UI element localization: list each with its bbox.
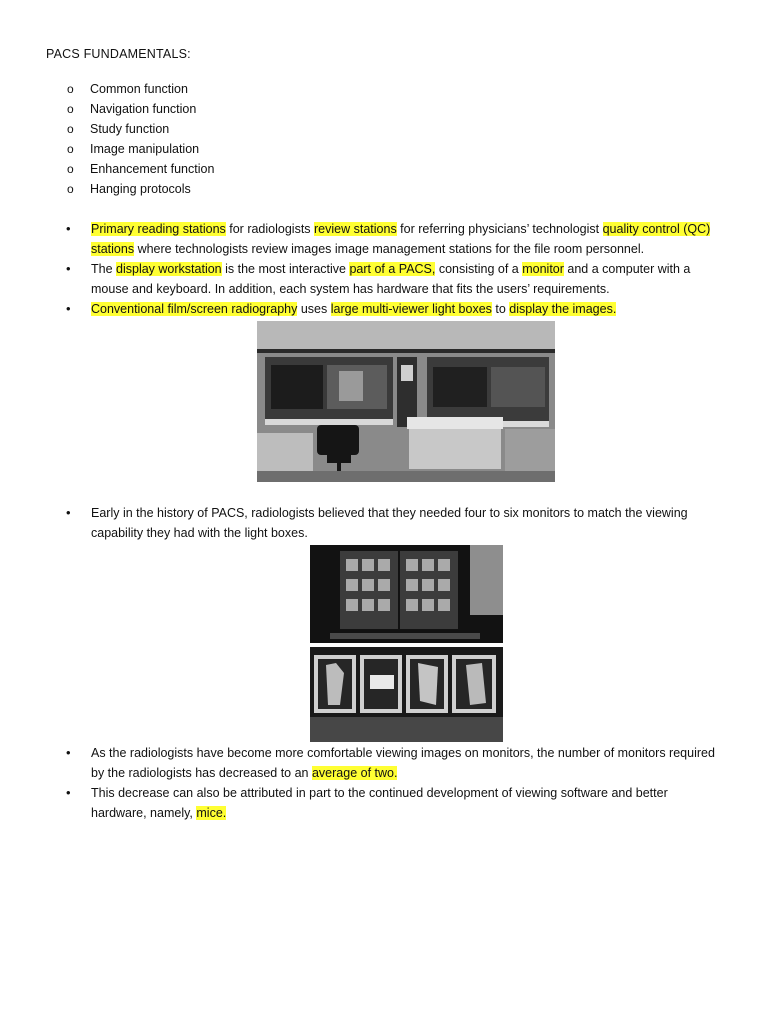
body-text: uses [297, 302, 331, 316]
list-item-label: Enhancement function [90, 162, 215, 176]
highlighted-text: quality control (QC) stations [91, 222, 711, 256]
list-item-label: Hanging protocols [90, 182, 191, 196]
bullet-item-monitors [66, 743, 716, 783]
body-text: to [491, 302, 510, 316]
bullet-item-stations [66, 219, 716, 259]
bullet-icon: • [66, 745, 71, 760]
bullet-icon: • [66, 301, 71, 316]
highlighted-text: Conventional film/screen radiography [91, 302, 298, 316]
highlighted-text: large multi-viewer light boxes [330, 302, 492, 316]
bullet-icon: • [66, 785, 71, 800]
highlighted-text: display workstation [116, 262, 222, 276]
list-item [67, 119, 214, 139]
body-text: consisting of a [435, 262, 523, 276]
bullet-icon: • [66, 261, 71, 276]
body-text: Early in the history of PACS, radiologists believed that they needed four to six monitors to match the viewing capability they had with the light boxes. [91, 506, 688, 540]
body-text: is the most interactive [221, 262, 350, 276]
bullet-icon: • [66, 505, 71, 520]
body-text: and a computer with a mouse and keyboard. In addition, each system has hardware that fits the users’ requirements. [91, 262, 691, 296]
highlighted-text: monitor [522, 262, 564, 276]
list-item [67, 139, 214, 159]
list-item-label: Common function [90, 82, 188, 96]
list-item-label: Study function [90, 122, 170, 136]
list-item [67, 159, 214, 179]
highlighted-text: display the images. [509, 302, 617, 316]
circle-bullet-icon: o [67, 102, 74, 116]
body-text: where technologists review images image management stations for the file room personnel. [134, 242, 645, 256]
list-item [67, 79, 214, 99]
list-item [67, 179, 214, 199]
bullet-item-history [66, 503, 716, 543]
bullet-item-mice [66, 783, 716, 823]
highlighted-text: Primary reading stations [91, 222, 226, 236]
circle-bullet-icon: o [67, 142, 74, 156]
highlighted-text: mice. [196, 806, 227, 820]
body-text: As the radiologists have become more comfortable viewing images on monitors, the number of monitors required by the radiologists has decreased to an [91, 746, 715, 780]
body-text: for radiologists [225, 222, 315, 236]
highlighted-text: review stations [314, 222, 397, 236]
circle-bullet-icon: o [67, 82, 74, 96]
bullet-list-2 [66, 503, 716, 543]
circle-bullet-icon: o [67, 182, 74, 196]
bullet-icon: • [66, 221, 71, 236]
body-text: This decrease can also be attributed in part to the continued development of viewing software and better hardware, namely, [91, 786, 668, 820]
bullet-item-film-screen [66, 299, 716, 319]
bullet-list-3 [66, 743, 716, 823]
list-item-label: Image manipulation [90, 142, 200, 156]
function-list [67, 79, 214, 199]
circle-bullet-icon: o [67, 162, 74, 176]
list-item [67, 99, 214, 119]
highlighted-text: average of two. [311, 766, 398, 780]
bullet-item-display-workstation [66, 259, 716, 299]
body-text: The [91, 262, 117, 276]
monitors-photo [310, 545, 503, 742]
page-heading: PACS FUNDAMENTALS: [46, 47, 191, 61]
body-text: for referring physicians’ technologist [396, 222, 603, 236]
light-box-room-photo [257, 321, 555, 482]
circle-bullet-icon: o [67, 122, 74, 136]
bullet-list-1 [66, 219, 716, 319]
highlighted-text: part of a PACS, [349, 262, 436, 276]
list-item-label: Navigation function [90, 102, 197, 116]
